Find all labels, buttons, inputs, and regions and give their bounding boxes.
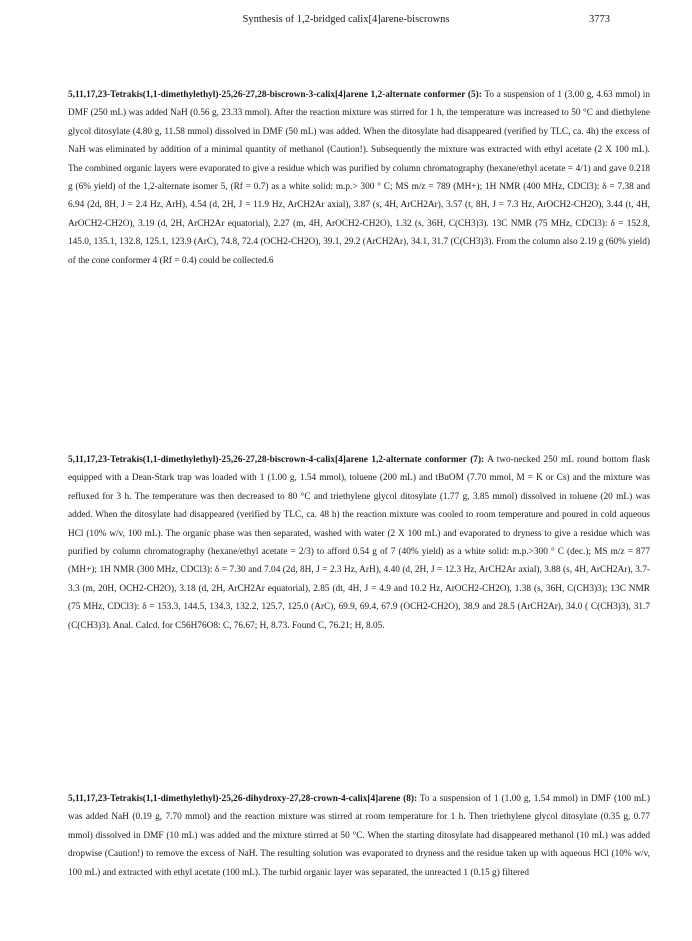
compound-7-heading: 5,11,17,23-Tetrakis(1,1-dimethylethyl)-25,26-27,28-biscrown-4-calix[4]arene 1,2-alternate conformer (7): bbox=[68, 455, 485, 465]
compound-5-paragraph bbox=[68, 86, 650, 270]
compound-5-text: To a suspension of 1 (3.00 g, 4.63 mmol) in DMF (250 mL) was added NaH (0.56 g, 23.33 mmol). After the reaction mixture was stirred for 1 h, the temperature was increased to 50 °C and diethylene glycol ditosylate (4.80 g, 11.58 mmol) dissolved in DMF (50 mL) was added. When the ditosylate had disappeared (verified by TLC, ca. 4h) the excess of NaH was eliminated by addition of a minimal quantity of methanol (Caution!). Subsequently the mixture was extracted with ethyl acetate (2 X 100 mL). The combined organic layers were evaporated to give a residue which was purified by column chromatography (hexane/ethyl acetate = 4/1) and gave 0.218 g (6% yield) of the 1,2-alternate isomer 5, (Rf = 0.7) as a white solid: m.p.> 300 ° C; MS m/z = 789 (MH+); 1H NMR (400 MHz, CDCl3): δ = 7.38 and 6.94 (2d, 8H, J = 2.4 Hz, ArH), 4.54 (d, 2H, J = 11.9 Hz, ArCH2Ar axial), 3.87 (s, 4H, ArCH2Ar), 3.57 (t, 8H, J = 7.3 Hz, ArOCH2-CH2O), 3.44 (t, 4H, ArOCH2-CH2O), 3.19 (d, 2H, ArCH2Ar equatorial), 2.27 (m, 4H, ArOCH2-CH2O), 1.32 (s, 36H, C(CH3)3). 13C NMR (75 MHz, CDCl3): δ = 152.8, 145.0, 135.1, 132.8, 125.1, 123.9 (ArC), 74.8, 72.4 (OCH2-CH2O), 39.1, 29.2 (ArCH2Ar), 34.1, 31.7 (C(CH3)3). From the column also 2.19 g (60% yield) of the cone conformer 4 (Rf = 0.4) could be collected.6 bbox=[68, 90, 650, 266]
running-header bbox=[0, 10, 692, 30]
page-number: 3773 bbox=[589, 14, 610, 25]
compound-8-heading: 5,11,17,23-Tetrakis(1,1-dimethylethyl)-25,26-dihydroxy-27,28-crown-4-calix[4]arene (8): bbox=[68, 794, 418, 804]
compound-7-procedure bbox=[68, 451, 650, 635]
compound-7-paragraph bbox=[68, 451, 650, 635]
compound-5-heading: 5,11,17,23-Tetrakis(1,1-dimethylethyl)-25,26-27,28-biscrown-3-calix[4]arene 1,2-alternate conformer (5): bbox=[68, 90, 482, 100]
compound-8-procedure bbox=[68, 790, 650, 882]
running-title: Synthesis of 1,2-bridged calix[4]arene-biscrowns bbox=[242, 14, 450, 25]
compound-5-procedure bbox=[68, 86, 650, 270]
compound-8-text: To a suspension of 1 (1.00 g, 1.54 mmol) in DMF (100 mL) was added NaH (0.19 g, 7.70 mmol) and the reaction mixture was stirred at room temperature for 1 h. Then triethylene glycol ditosylate (0.35 g, 0.77 mmol) dissolved in DMF (10 mL) was added and the mixture stirred at 50 °C. When the starting ditosylate had disappeared methanol (10 mL) was added dropwise (Caution!) to remove the excess of NaH. The resulting solution was evaporated to dryness and the residue taken up with aqueous HCl (10% w/v, 100 mL) and extracted with ethyl acetate (100 mL). The turbid organic layer was separated, the unreacted 1 (0.15 g) filtered bbox=[68, 794, 650, 878]
compound-8-paragraph bbox=[68, 790, 650, 882]
compound-7-text: A two-necked 250 mL round bottom flask equipped with a Dean-Stark trap was loaded with 1 (1.00 g, 1.54 mmol), toluene (200 mL) and tBuOM (7.70 mmol, M = K or Cs) and the mixture was refluxed for 3 h. The temperature was then decreased to 80 °C and triethylene glycol ditosylate (1.77 g, 3.85 mmol) dissolved in toluene (20 mL) was added. When the ditosylate had disappeared (verified by TLC, ca. 48 h) the reaction mixture was cooled to room temperature and poured in cold aqueous HCl (10% w/v, 100 mL). The organic phase was then separated, washed with water (2 X 100 mL) and evaporated to dryness to give a residue which was purified by column chromatography (hexane/ethyl acetate = 2/3) to afford 0.54 g of 7 (40% yield) as a white solid: m.p.>300 ° C (dec.); MS m/z = 877 (MH+); 1H NMR (300 MHz, CDCl3): δ = 7.30 and 7.04 (2d, 8H, J = 2.3 Hz, ArH), 4.40 (d, 2H, J = 12.3 Hz, ArCH2Ar axial), 3.88 (s, 4H, ArCH2Ar), 3.7-3.3 (m, 20H, OCH2-CH2O), 3.18 (d, 2H, ArCH2Ar equatorial), 2.85 (dt, 4H, J = 4.9 and 10.2 Hz, ArOCH2-CH2O), 1.38 (s, 36H, C(CH3)3); 13C NMR (75 MHz, CDCl3): δ = 153.3, 144.5, 134.3, 132.2, 125.7, 125.0 (ArC), 69.9, 69.4, 67.9 (OCH2-CH2O), 38.9 and 28.5 (ArCH2Ar), 34.0 ( C(CH3)3), 31.7 (C(CH3)3). Anal. Calcd. for C56H76O8: C, 76.67; H, 8.73. Found C, 76.21; H, 8.05. bbox=[68, 455, 650, 631]
